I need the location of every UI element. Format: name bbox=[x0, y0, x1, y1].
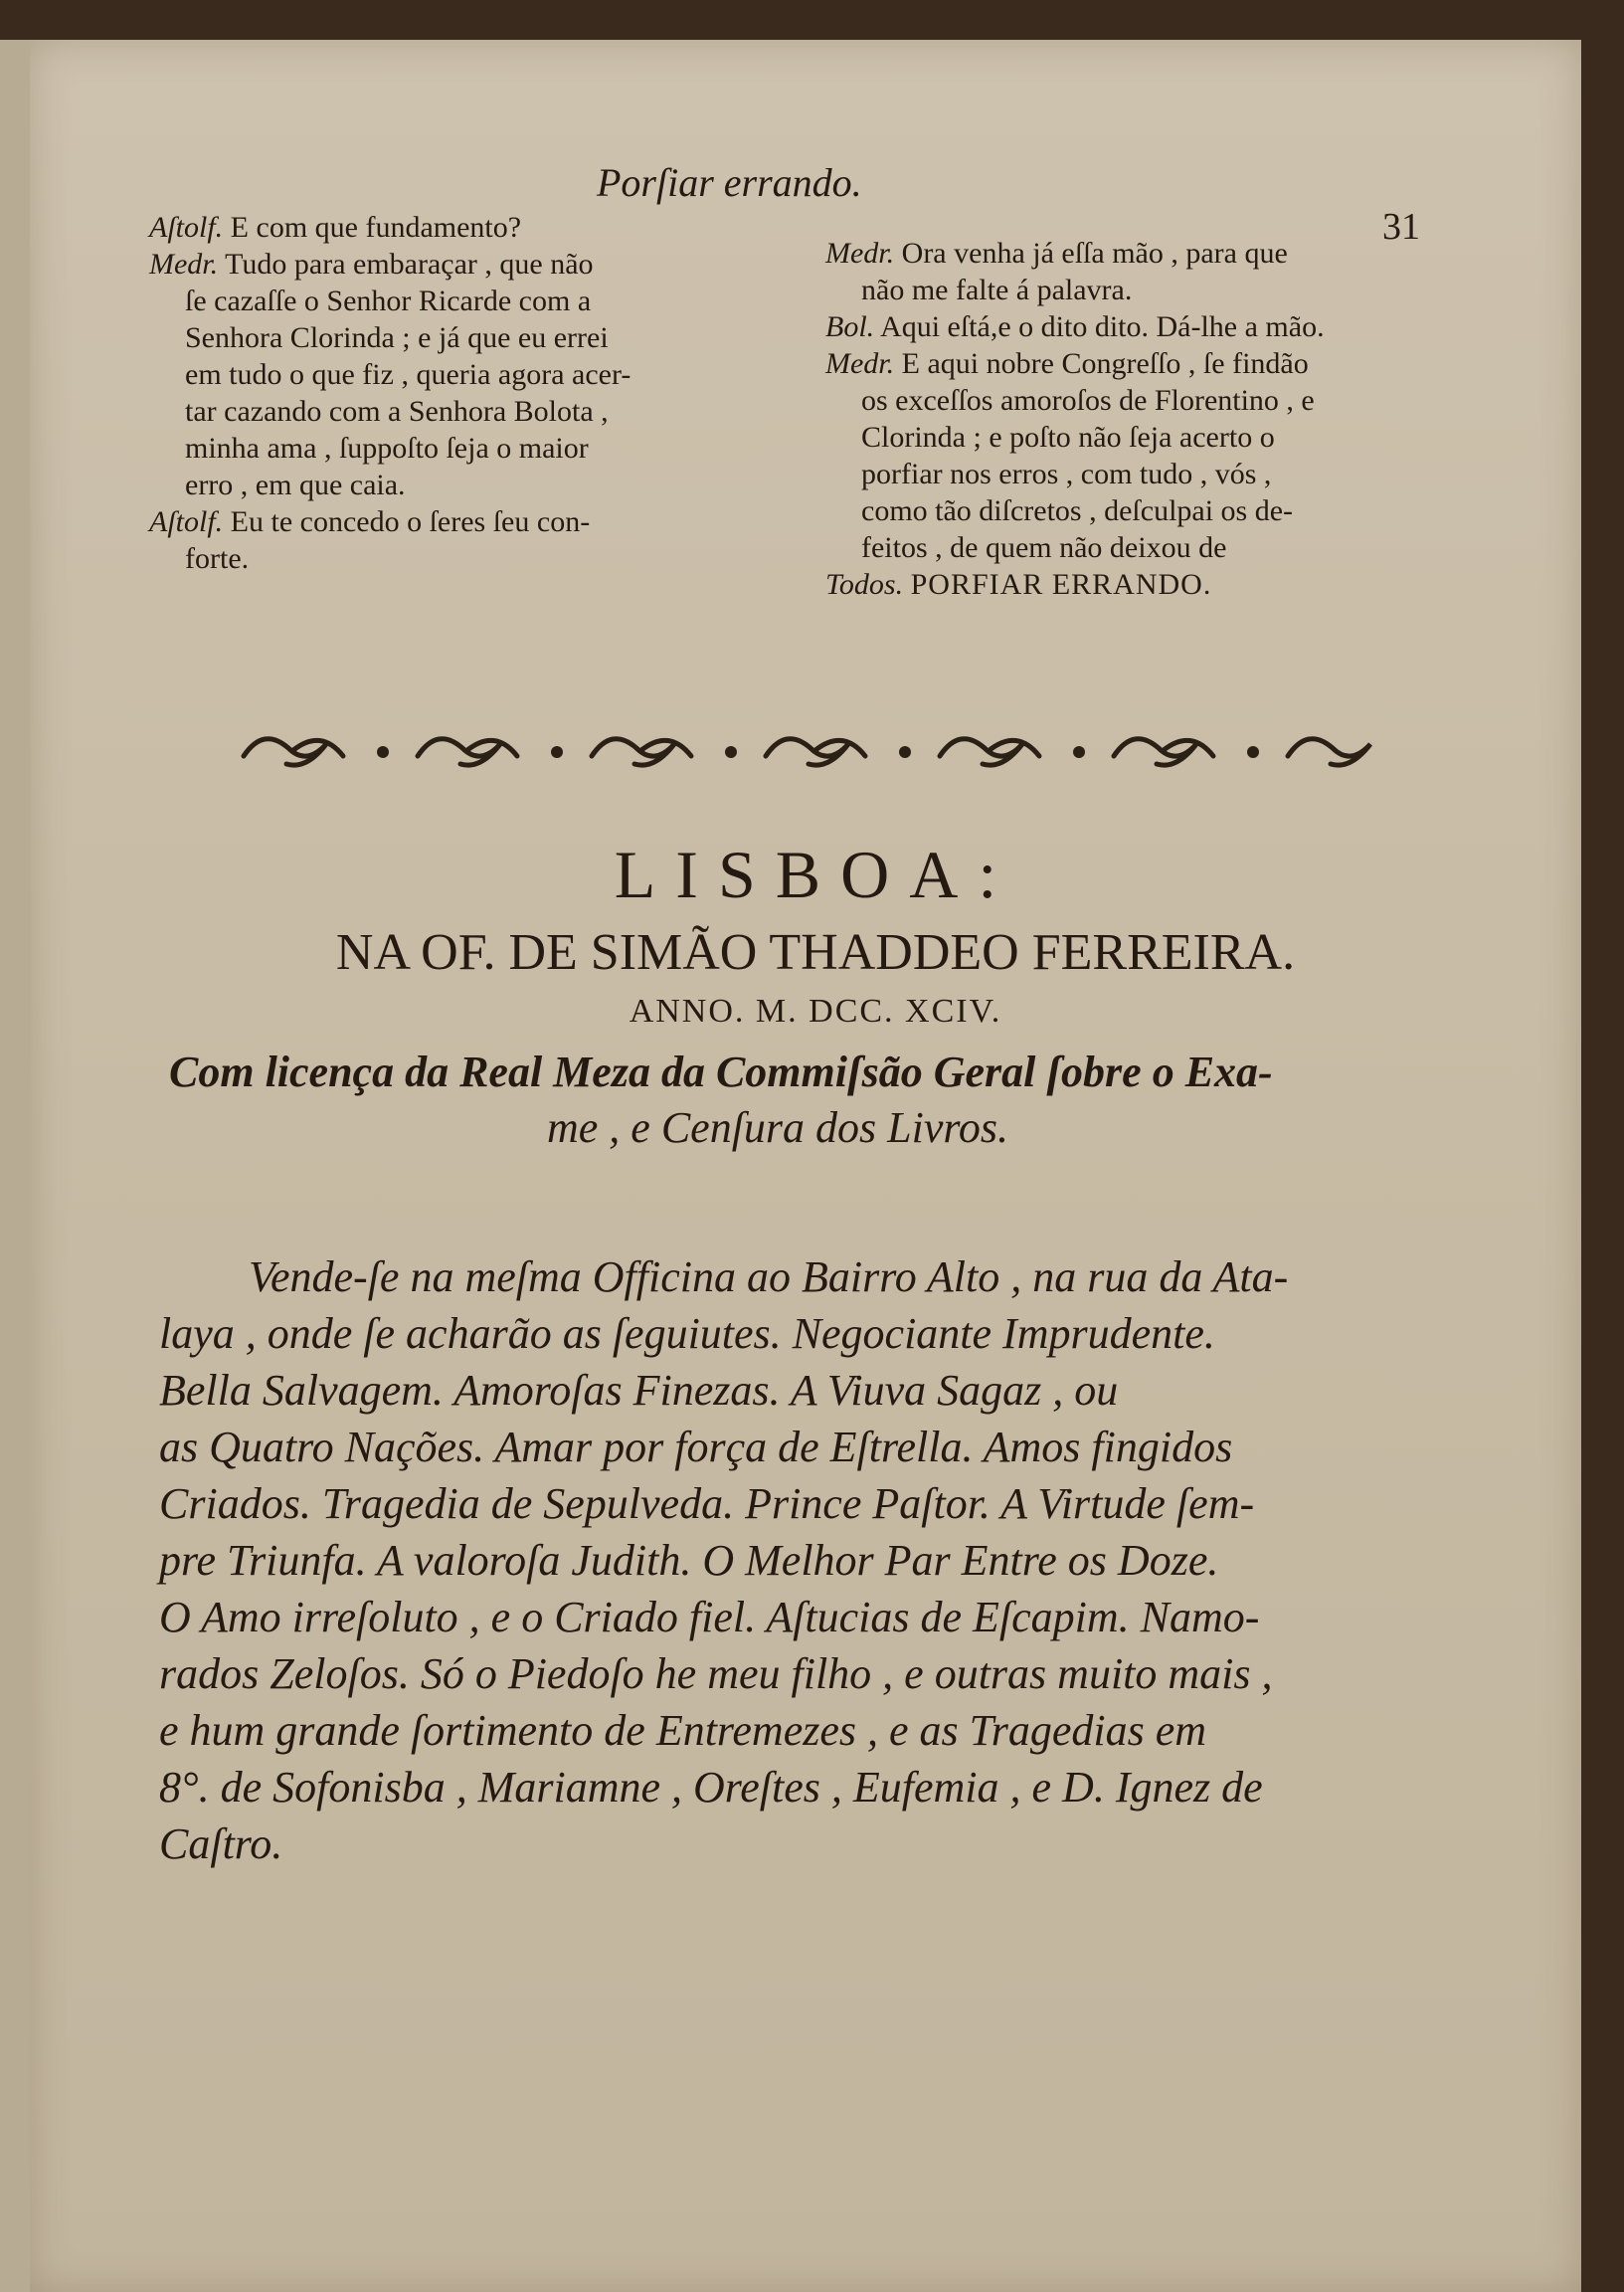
text-line bbox=[825, 235, 1472, 272]
text-line bbox=[825, 492, 1472, 529]
ornament-band bbox=[234, 716, 1407, 786]
catalog-line: 8°. de Sofonisba , Mariamne , Oreſtes , Eufemia , e D. Ignez de bbox=[159, 1763, 1263, 1812]
imprint-year: ANNO. M. DCC. XCIV. bbox=[629, 993, 1002, 1030]
imprint-printer: NA OF. DE SIMÃO THADDEO FERREIRA. bbox=[335, 924, 1296, 981]
text-line bbox=[825, 382, 1472, 419]
line-text: Tudo para embaraçar , que não bbox=[225, 248, 594, 281]
text-line bbox=[825, 529, 1472, 566]
imprint-city: LISBOA: bbox=[614, 837, 1017, 912]
text-line bbox=[825, 272, 1472, 308]
catalog-line: Vende-ſe na meſma Officina ao Bairro Alto , na rua da Ata- bbox=[249, 1252, 1289, 1301]
right-text-column bbox=[825, 235, 1472, 603]
line-text: em tudo o que fiz , queria agora acer- bbox=[185, 358, 632, 391]
catalog-line: O Amo irreſoluto , e o Criado fiel. Aſtucias de Eſcapim. Namo- bbox=[159, 1593, 1260, 1641]
catalog-line: Bella Salvagem. Amoroſas Finezas. A Viuva Sagaz , ou bbox=[159, 1366, 1119, 1415]
license-line: Com licença da Real Meza da Commiſsão Geral ſobre o Exa- bbox=[169, 1048, 1273, 1096]
text-line bbox=[149, 209, 796, 246]
line-text: Eu te concedo o ſeres ſeu con- bbox=[230, 505, 591, 538]
text-line bbox=[149, 393, 796, 430]
catalog-line: rados Zeloſos. Só o Piedoſo he meu filho , e outras muito mais , bbox=[159, 1649, 1273, 1698]
line-text: forte. bbox=[185, 542, 250, 575]
text-line bbox=[149, 430, 796, 467]
license-statement bbox=[169, 1045, 1512, 1156]
text-line bbox=[149, 319, 796, 356]
catalog-line: pre Triunfa. A valoroſa Judith. O Melhor Par Entre os Doze. bbox=[159, 1536, 1219, 1585]
line-text: como tão diſcretos , deſculpai os de- bbox=[861, 494, 1294, 527]
text-line bbox=[825, 419, 1472, 456]
speaker-label: Bol. bbox=[825, 310, 875, 343]
text-line bbox=[149, 246, 796, 283]
speaker-label: Medr. bbox=[825, 347, 895, 380]
line-text: feitos , de quem não deixou de bbox=[861, 531, 1227, 564]
speaker-label: Aſtolf. bbox=[149, 211, 224, 244]
text-line bbox=[149, 356, 796, 393]
text-line bbox=[149, 283, 796, 319]
text-line bbox=[149, 540, 796, 577]
line-text: E aqui nobre Congreſſo , ſe findão bbox=[901, 347, 1309, 380]
catalog-line: Caſtro. bbox=[159, 1819, 283, 1868]
catalog-line: laya , onde ſe acharão as ſeguiutes. Negociante Imprudente. bbox=[159, 1309, 1215, 1358]
left-text-column bbox=[149, 209, 796, 577]
adjacent-page-edge bbox=[0, 40, 30, 2292]
line-text: não me falte á palavra. bbox=[861, 274, 1133, 306]
line-text: ſe cazaſſe o Senhor Ricarde com a bbox=[185, 285, 592, 317]
speaker-label: Aſtolf. bbox=[149, 505, 224, 538]
line-text: E com que fundamento? bbox=[230, 211, 522, 244]
line-text: Clorinda ; e poſto não ſeja acerto o bbox=[861, 421, 1275, 454]
speaker-label: Medr. bbox=[149, 248, 219, 281]
text-line bbox=[825, 308, 1472, 345]
text-line bbox=[825, 345, 1472, 382]
line-text: tar cazando com a Senhora Bolota , bbox=[185, 395, 609, 428]
running-head: Porſiar errando. bbox=[597, 160, 862, 205]
line-text: Ora venha já eſſa mão , para que bbox=[901, 237, 1288, 270]
catalog-paragraph bbox=[159, 1248, 1551, 1872]
line-text: erro , em que caia. bbox=[185, 469, 406, 501]
text-line bbox=[825, 456, 1472, 492]
catalog-line: as Quatro Nações. Amar por força de Eſtrella. Amos fingidos bbox=[159, 1423, 1233, 1471]
text-line bbox=[149, 467, 796, 503]
speaker-label: Medr. bbox=[825, 237, 895, 270]
line-text: Senhora Clorinda ; e já que eu errei bbox=[185, 321, 609, 354]
line-text: porfiar nos erros , com tudo , vós , bbox=[861, 458, 1272, 490]
text-line bbox=[825, 566, 1472, 603]
catalog-line: e hum grande ſortimento de Entremezes , e as Tragedias em bbox=[159, 1706, 1207, 1755]
text-line bbox=[149, 503, 796, 540]
page-number: 31 bbox=[1382, 206, 1420, 248]
line-text: minha ama , ſuppoſto ſeja o maior bbox=[185, 432, 589, 465]
license-line: me , e Cenſura dos Livros. bbox=[547, 1103, 1009, 1152]
speaker-label: Todos. bbox=[825, 568, 904, 601]
catalog-line: Criados. Tragedia de Sepulveda. Prince Paſtor. A Virtude ſem- bbox=[159, 1479, 1255, 1528]
line-text: Aqui eſtá,e o dito dito. Dá-lhe a mão. bbox=[880, 310, 1325, 343]
line-text: PORFIAR ERRANDO. bbox=[910, 568, 1212, 601]
line-text: os exceſſos amoroſos de Florentino , e bbox=[861, 384, 1315, 417]
